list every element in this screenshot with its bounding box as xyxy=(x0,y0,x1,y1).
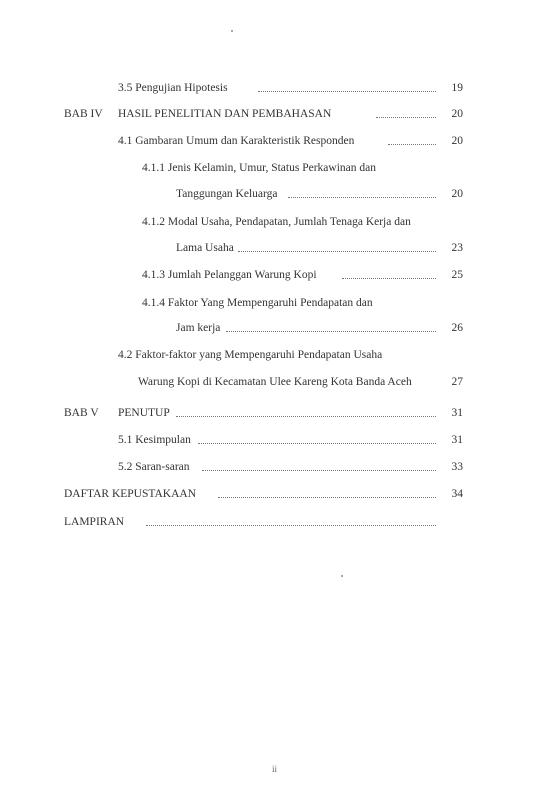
leader-dots xyxy=(258,91,436,92)
toc-entry-5-1 xyxy=(0,430,549,450)
leader-dots xyxy=(218,497,436,498)
toc-entry-4-1-1 xyxy=(0,158,549,178)
toc-entry-page: 20 xyxy=(451,135,463,147)
toc-entry-title: Lama Usaha xyxy=(176,242,234,254)
leader-dots xyxy=(176,416,436,417)
toc-entry-title: DAFTAR KEPUSTAKAAN xyxy=(64,488,197,500)
toc-entry-5-2 xyxy=(0,457,549,477)
toc-entry-title: 4.2 Faktor-faktor yang Mempengaruhi Pendapatan Usaha xyxy=(118,349,383,361)
toc-entry-title: PENUTUP xyxy=(118,407,170,419)
toc-entry-title: LAMPIRAN xyxy=(64,516,125,528)
toc-entry-title: 5.1 Kesimpulan xyxy=(118,434,191,446)
toc-chapter-label: BAB IV xyxy=(64,108,103,120)
toc-entry-4-2-cont xyxy=(0,372,549,392)
toc-entry-page: 25 xyxy=(451,269,463,281)
toc-entry-page: 19 xyxy=(451,82,463,94)
toc-entry-3-5 xyxy=(0,78,549,98)
leader-dots xyxy=(238,251,436,252)
toc-entry-lampiran xyxy=(0,512,549,532)
toc-entry-page: 23 xyxy=(451,242,463,254)
scan-speck xyxy=(231,30,233,32)
toc-entry-4-1 xyxy=(0,131,549,151)
leader-dots xyxy=(202,470,436,471)
toc-entry-title: 3.5 Pengujian Hipotesis xyxy=(118,82,228,94)
toc-entry-4-1-3 xyxy=(0,265,549,285)
toc-entry-page: 31 xyxy=(451,407,463,419)
toc-entry-4-1-4-cont xyxy=(0,318,549,338)
toc-entry-bab-v xyxy=(0,403,549,423)
toc-entry-page: 31 xyxy=(451,434,463,446)
toc-entry-title: HASIL PENELITIAN DAN PEMBAHASAN xyxy=(118,108,332,120)
toc-entry-title: 4.1.4 Faktor Yang Mempengaruhi Pendapatan dan xyxy=(142,297,373,309)
toc-entry-title: 4.1.2 Modal Usaha, Pendapatan, Jumlah Tenaga Kerja dan xyxy=(142,216,411,228)
toc-entry-page: 20 xyxy=(451,188,463,200)
toc-entry-page: 27 xyxy=(451,376,463,388)
toc-entry-title: Jam kerja xyxy=(176,322,221,334)
scan-speck xyxy=(341,575,343,577)
toc-entry-page: 20 xyxy=(451,108,463,120)
toc-chapter-label: BAB V xyxy=(64,407,99,419)
leader-dots xyxy=(342,278,436,279)
toc-entry-4-1-1-cont xyxy=(0,184,549,204)
toc-entry-4-1-2-cont xyxy=(0,238,549,258)
page-number: ii xyxy=(271,764,277,774)
toc-entry-daftar-kepustakaan xyxy=(0,484,549,504)
toc-entry-page: 26 xyxy=(451,322,463,334)
leader-dots xyxy=(146,525,436,526)
leader-dots xyxy=(198,443,436,444)
toc-entry-title: 4.1.3 Jumlah Pelanggan Warung Kopi xyxy=(142,269,317,281)
toc-entry-title: 4.1 Gambaran Umum dan Karakteristik Responden xyxy=(118,135,355,147)
toc-entry-bab-iv xyxy=(0,104,549,124)
leader-dots xyxy=(226,331,436,332)
toc-entry-4-2 xyxy=(0,345,549,365)
leader-dots xyxy=(376,117,436,118)
toc-entry-page: 34 xyxy=(451,488,463,500)
toc-entry-title: 4.1.1 Jenis Kelamin, Umur, Status Perkawinan dan xyxy=(142,162,376,174)
toc-entry-4-1-2 xyxy=(0,212,549,232)
toc-entry-4-1-4 xyxy=(0,293,549,313)
toc-entry-page: 33 xyxy=(451,461,463,473)
toc-entry-title: 5.2 Saran-saran xyxy=(118,461,190,473)
leader-dots xyxy=(388,144,436,145)
toc-entry-title: Warung Kopi di Kecamatan Ulee Kareng Kota Banda Aceh xyxy=(138,376,412,388)
toc-entry-title: Tanggungan Keluarga xyxy=(176,188,278,200)
leader-dots xyxy=(288,197,436,198)
